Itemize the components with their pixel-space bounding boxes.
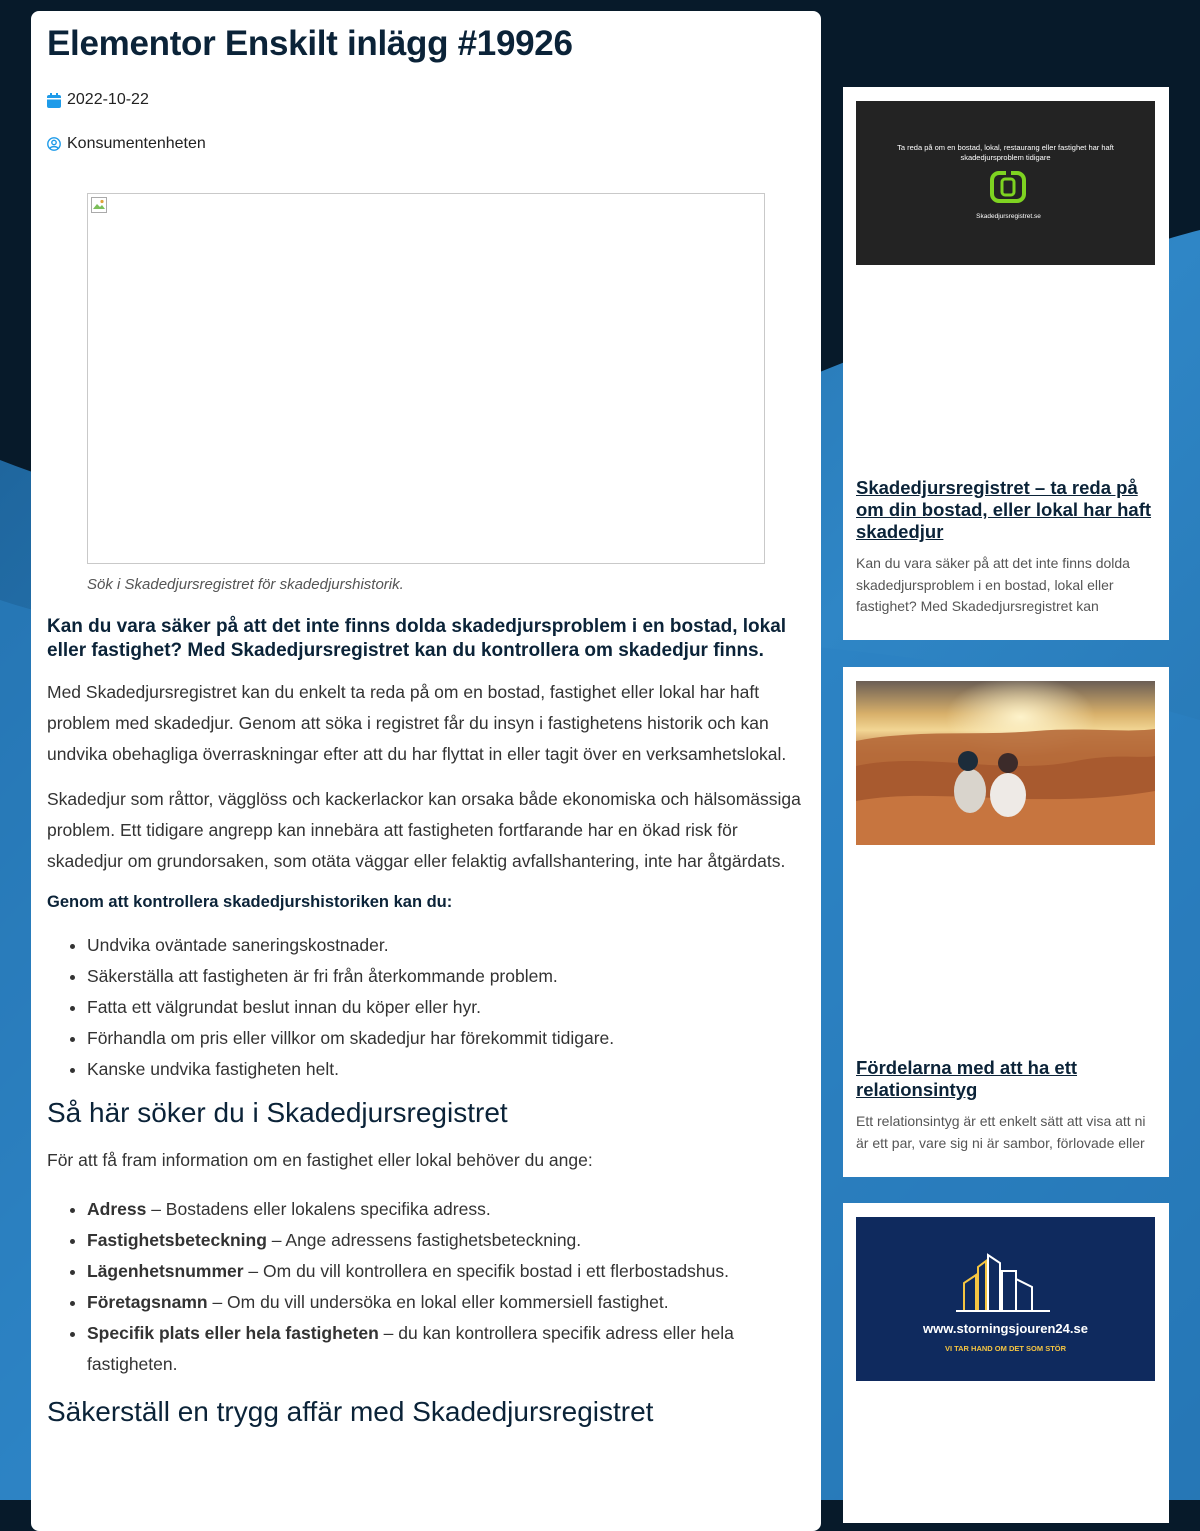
section-heading: Så här söker du i Skadedjursregistret [47,1097,508,1128]
list-item-desc: – du kan kontrollera specifik adress eller hela fastigheten. [87,1323,734,1374]
list-item-term: Specifik plats eller hela fastigheten [87,1323,379,1343]
benefits-list [47,930,805,1085]
desert-photo[interactable] [856,681,1155,845]
page-title: Elementor Enskilt inlägg #19926 [47,24,573,63]
list-item: • Kanske undvika fastigheten helt. [87,1054,805,1085]
article-card [31,11,821,1531]
list-item [87,1287,805,1318]
sidebar-post-card [843,87,1169,640]
lead-paragraph: Kan du vara säker på att det inte finns dolda skadedjursproblem i en bostad, lokal eller fastighet? Med Skadedjursregistret kan du kontrollera om skadedjur finns. [47,616,787,661]
list-item-term: Lägenhetsnummer [87,1261,244,1281]
list-item [87,1256,805,1287]
post-date [47,91,805,109]
featured-image [87,193,765,564]
list-item [87,1194,805,1225]
user-circle-icon [47,137,61,151]
post-author[interactable] [47,135,805,153]
sidebar-ad-card [843,1203,1169,1523]
sidebar-post-title-link[interactable]: Fördelarna med att ha ett relationsintyg [856,1057,1078,1100]
list-item-term: Adress [87,1199,147,1219]
list-item-desc: – Om du vill kontrollera en specifik bostad i ett flerbostadshus. [243,1261,729,1281]
calendar-icon [47,93,61,108]
paragraph: Skadedjur som råttor, vägglöss och kackerlackor kan orsaka både ekonomiska och hälsomässiga problem. Ett tidigare angrepp kan innebära att fastigheten fortfarande har en ökad risk för skadedjur om grundorsaken, som otäta väggar eller felaktig avfallshantering, inte har åtgärdats. [47,789,801,871]
search-fields-list [47,1194,805,1380]
list-item-desc: – Ange adressens fastighetsbeteckning. [266,1230,582,1250]
section-heading: Säkerställ en trygg affär med Skadedjursregistret [47,1396,654,1427]
list-item-desc: – Om du vill undersöka en lokal eller kommersiell fastighet. [207,1292,669,1312]
list-item: • Fatta ett välgrundat beslut innan du köper eller hyr. [87,992,805,1023]
list-item: • Säkerställa att fastigheten är fri från återkommande problem. [87,961,805,992]
post-date-text: 2022-10-22 [67,91,149,108]
post-author-text[interactable]: Konsumentenheten [67,135,206,152]
benefits-heading: Genom att kontrollera skadedjurshistoriken kan du: [47,893,453,911]
sidebar-post-card [843,667,1169,1177]
list-item [87,1225,805,1256]
list-item-term: Fastighetsbeteckning [87,1230,267,1250]
sidebar-post-title-link[interactable]: Skadedjursregistret – ta reda på om din bostad, eller lokal har haft skadedjur [856,477,1152,542]
list-item [87,1318,805,1380]
banner-tagline: VI TAR HAND OM DET SOM STÖR [944,1344,1067,1353]
paragraph: För att få fram information om en fastighet eller lokal behöver du ange: [47,1150,593,1170]
featured-figure [87,193,765,593]
list-item: • Undvika oväntade saneringskostnader. [87,930,805,961]
image-caption: Sök i Skadedjursregistret för skadedjurshistorik. [87,576,404,593]
list-item-term: Företagsnamn [87,1292,208,1312]
list-item-desc: – Bostadens eller lokalens specifika adress. [146,1199,491,1219]
storningsjouren-banner[interactable] [856,1217,1155,1381]
sidebar-post-excerpt: Kan du vara säker på att det inte finns dolda skadedjursproblem i en bostad, lokal eller fastighet? Med Skadedjursregistret kan [856,555,1130,614]
banner-site: Skadedjursregistret.se [976,213,1041,220]
paragraph: Med Skadedjursregistret kan du enkelt ta reda på om en bostad, fastighet eller lokal har haft problem med skadedjur. Genom att söka i registret får du insyn i fastighetens historik och kan undvika obehagliga överraskningar efter att du har flyttat in eller tagit över en verksamhetslokal. [47,682,787,764]
banner-url: www.storningsjouren24.se [923,1321,1088,1336]
skadedjursregistret-banner[interactable] [856,101,1155,265]
banner-text: Ta reda på om en bostad, lokal, restaurang eller fastighet har haft skadedjursproblem tidigare [897,143,1114,162]
broken-image-icon [91,197,107,213]
list-item: • Förhandla om pris eller villkor om skadedjur har förekommit tidigare. [87,1023,805,1054]
sidebar-post-excerpt: Ett relationsintyg är ett enkelt sätt att visa att ni är ett par, vare sig ni är sambor, förlovade eller [856,1113,1146,1151]
